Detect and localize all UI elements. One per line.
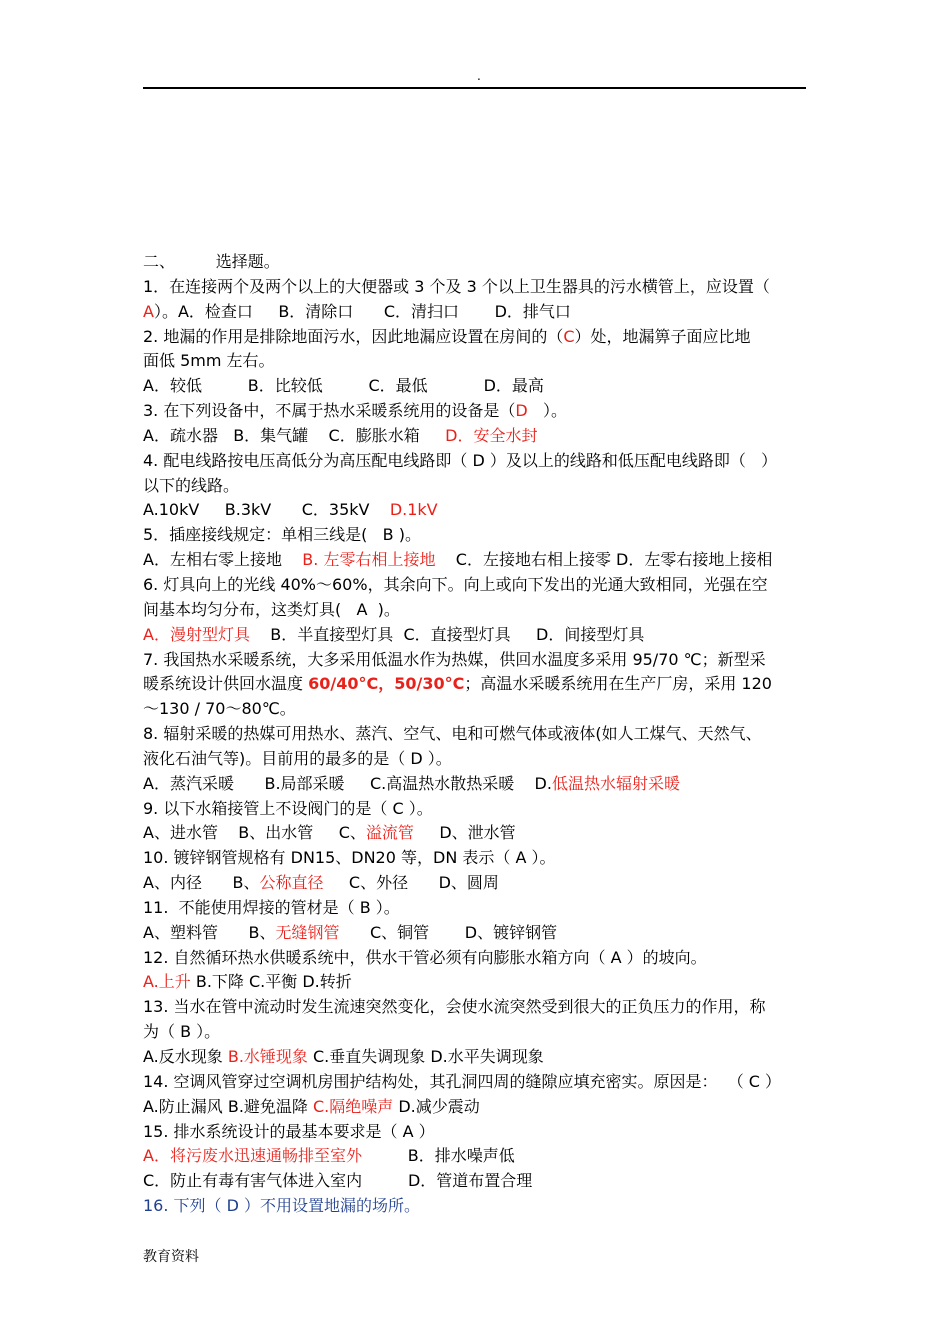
- question-9-options-pre: A、进水管 B、出水管 C、: [143, 823, 366, 843]
- header-rule: [143, 87, 806, 89]
- question-9-option-correct: 溢流管: [365, 823, 414, 843]
- question-11-options-post: C、铜管 D、镀锌钢管: [339, 922, 558, 942]
- question-2-text-pre: 2. 地漏的作用是排除地面污水，因此地漏应设置在房间的（: [143, 326, 564, 346]
- question-4-options-plain: A.10kV B.3kV C．35kV: [143, 500, 390, 520]
- question-15-options-line-2: C．防止有毒有害气体进入室内 D．管道布置合理: [143, 1171, 533, 1191]
- question-3-text-post: ）。: [527, 401, 567, 421]
- question-14-option-correct: C.隔绝噪声: [313, 1096, 394, 1116]
- question-16-text: 16. 下列（ D ）不用设置地漏的场所。: [143, 1196, 421, 1216]
- question-7-line-3: ～130 / 70～80℃。: [143, 699, 296, 719]
- question-11-option-correct: 无缝钢管: [275, 922, 340, 942]
- question-8-options-plain: A．蒸汽采暖 B.局部采暖 C.高温热水散热采暖 D.: [143, 773, 552, 793]
- question-3-options: [143, 424, 808, 449]
- question-3-options-plain: A．疏水器 B．集气罐 C．膨胀水箱: [143, 425, 446, 445]
- question-7-line-1: 7. 我国热水采暖系统，大多采用低温水作为热媒，供回水温度多采用 95/70 ℃；新型采: [143, 649, 766, 669]
- question-13-options: [143, 1045, 808, 1070]
- question-14-text: 14. 空调风管穿过空调机房围护结构处，其孔洞四周的缝隙应填充密实。原因是： （ C ）: [143, 1071, 782, 1091]
- question-15-option-correct: 将污废水迅速通畅排至室外: [169, 1146, 362, 1166]
- question-4-line-2: 以下的线路。: [143, 475, 240, 495]
- question-15-options-line-1: [143, 1144, 808, 1169]
- question-13-line-1: 13. 当水在管中流动时发生流速突然变化，会使水流突然受到很大的正负压力的作用，称: [143, 997, 766, 1017]
- question-14-options-post: D.减少震动: [393, 1096, 480, 1116]
- question-list: [143, 250, 808, 1219]
- question-13-option-correct: B.水锤现象: [227, 1047, 308, 1066]
- question-13-options-pre: A.反水现象: [143, 1047, 228, 1066]
- question-2-answer: C: [563, 326, 575, 346]
- question-10-options-pre: A、内径 B、: [143, 873, 260, 893]
- question-6-line-1: 6. 灯具向上的光线 40%～60%，其余向下。向上或向下发出的光通大致相同，光强在空: [143, 574, 768, 594]
- question-7-highlight: 60/40°C，50/30°C: [308, 674, 465, 694]
- question-5-options: [143, 548, 808, 573]
- question-10-options: [143, 871, 808, 896]
- question-5-text: 5．插座接线规定：单相三线是( B )。: [143, 525, 421, 545]
- question-2-line-2: 面低 5mm 左右。: [143, 351, 275, 371]
- question-5-option-rest: C．左接地右相上接零 D．左零右接地上接相: [435, 550, 773, 570]
- question-4-line-1: 4. 配电线路按电压高低分为高压配电线路即（ D ）及以上的线路和低压配电线路即（ ）: [143, 450, 778, 470]
- header-dot: .: [477, 69, 481, 83]
- question-1-line-1: 1．在连接两个及两个以上的大便器或 3 个及 3 个以上卫生器具的污水横管上，应设置（: [143, 276, 770, 296]
- question-12-option-correct: A.上升: [143, 972, 191, 992]
- question-3-option-correct: D．安全水封: [445, 425, 538, 445]
- question-4-options: [143, 498, 808, 523]
- question-6-option-correct: A．漫射型灯具: [143, 624, 250, 644]
- question-9-options: [143, 821, 808, 846]
- question-7-line-2: [143, 672, 808, 697]
- question-8-options: [143, 772, 808, 797]
- question-2-line-1: [143, 325, 808, 350]
- question-11-text: 11. 不能使用焊接的管材是（ B ）。: [143, 897, 400, 917]
- question-4-option-correct: D.1kV: [389, 500, 438, 520]
- question-12-text: 12. 自然循环热水供暖系统中，供水干管必须有向膨胀水箱方向（ A ）的坡向。: [143, 947, 707, 967]
- question-12-options: [143, 970, 808, 995]
- question-15-option-a-prefix: A．: [143, 1146, 170, 1166]
- question-8-line-2: 液化石油气等)。目前用的最多的是（ D ）。: [143, 748, 452, 768]
- question-3-text: [143, 399, 808, 424]
- question-5-option-correct: B. 左零右相上接地: [302, 550, 436, 570]
- question-9-text: 9. 以下水箱接管上不设阀门的是（ C ）。: [143, 798, 433, 818]
- question-11-options: [143, 921, 808, 946]
- question-15-option-b: B．排水噪声低: [361, 1146, 515, 1166]
- question-6-options: [143, 623, 808, 648]
- question-3-answer: D: [515, 401, 528, 421]
- question-12-options-post: B.下降 C.平衡 D.转折: [190, 972, 352, 992]
- question-9-options-post: D、泄水管: [413, 823, 516, 843]
- question-8-line-1: 8. 辐射采暖的热媒可用热水、蒸汽、空气、电和可燃气体或液体(如人工煤气、天然气、: [143, 724, 762, 744]
- question-7-line-2-post: ；高温水采暖系统用在生产厂房，采用 120: [464, 674, 772, 694]
- question-13-options-post: C.垂直失调现象 D.水平失调现象: [307, 1047, 544, 1066]
- question-5-option-a: A．左相右零上接地: [143, 550, 303, 570]
- question-10-text: 10. 镀锌钢管规格有 DN15、DN20 等，DN 表示（ A ）。: [143, 848, 556, 868]
- question-1-line-2: [143, 300, 808, 325]
- question-14-options: [143, 1095, 808, 1120]
- question-3-text-pre: 3. 在下列设备中，不属于热水采暖系统用的设备是（: [143, 401, 516, 421]
- question-1-options: ）。A．检查口 B．清除口 C．清扫口 D．排气口: [153, 301, 571, 321]
- question-15-text: 15. 排水系统设计的最基本要求是（ A ）: [143, 1121, 435, 1141]
- question-2-options: A．较低 B．比较低 C．最低 D．最高: [143, 376, 544, 396]
- question-8-option-correct: 低温热水辐射采暖: [551, 773, 680, 793]
- question-1-answer: A: [143, 301, 154, 321]
- question-13-line-2: 为（ B ）。: [143, 1022, 221, 1042]
- question-10-options-post: C、外径 D、圆周: [323, 873, 499, 893]
- question-7-line-2-pre: 暖系统设计供回水温度: [143, 674, 309, 694]
- question-14-options-pre: A.防止漏风 B.避免温降: [143, 1096, 313, 1116]
- question-2-text-post: ）处，地漏箅子面应比地: [574, 326, 751, 346]
- question-6-options-rest: B．半直接型灯具 C．直接型灯具 D．间接型灯具: [249, 624, 645, 644]
- question-6-line-2: 间基本均匀分布，这类灯具( A )。: [143, 599, 400, 619]
- footer-label: 教育资料: [143, 1249, 199, 1265]
- question-10-option-correct: 公称直径: [259, 873, 324, 893]
- question-11-options-pre: A、塑料管 B、: [143, 922, 276, 942]
- section-title: 二、 选择题。: [143, 252, 280, 271]
